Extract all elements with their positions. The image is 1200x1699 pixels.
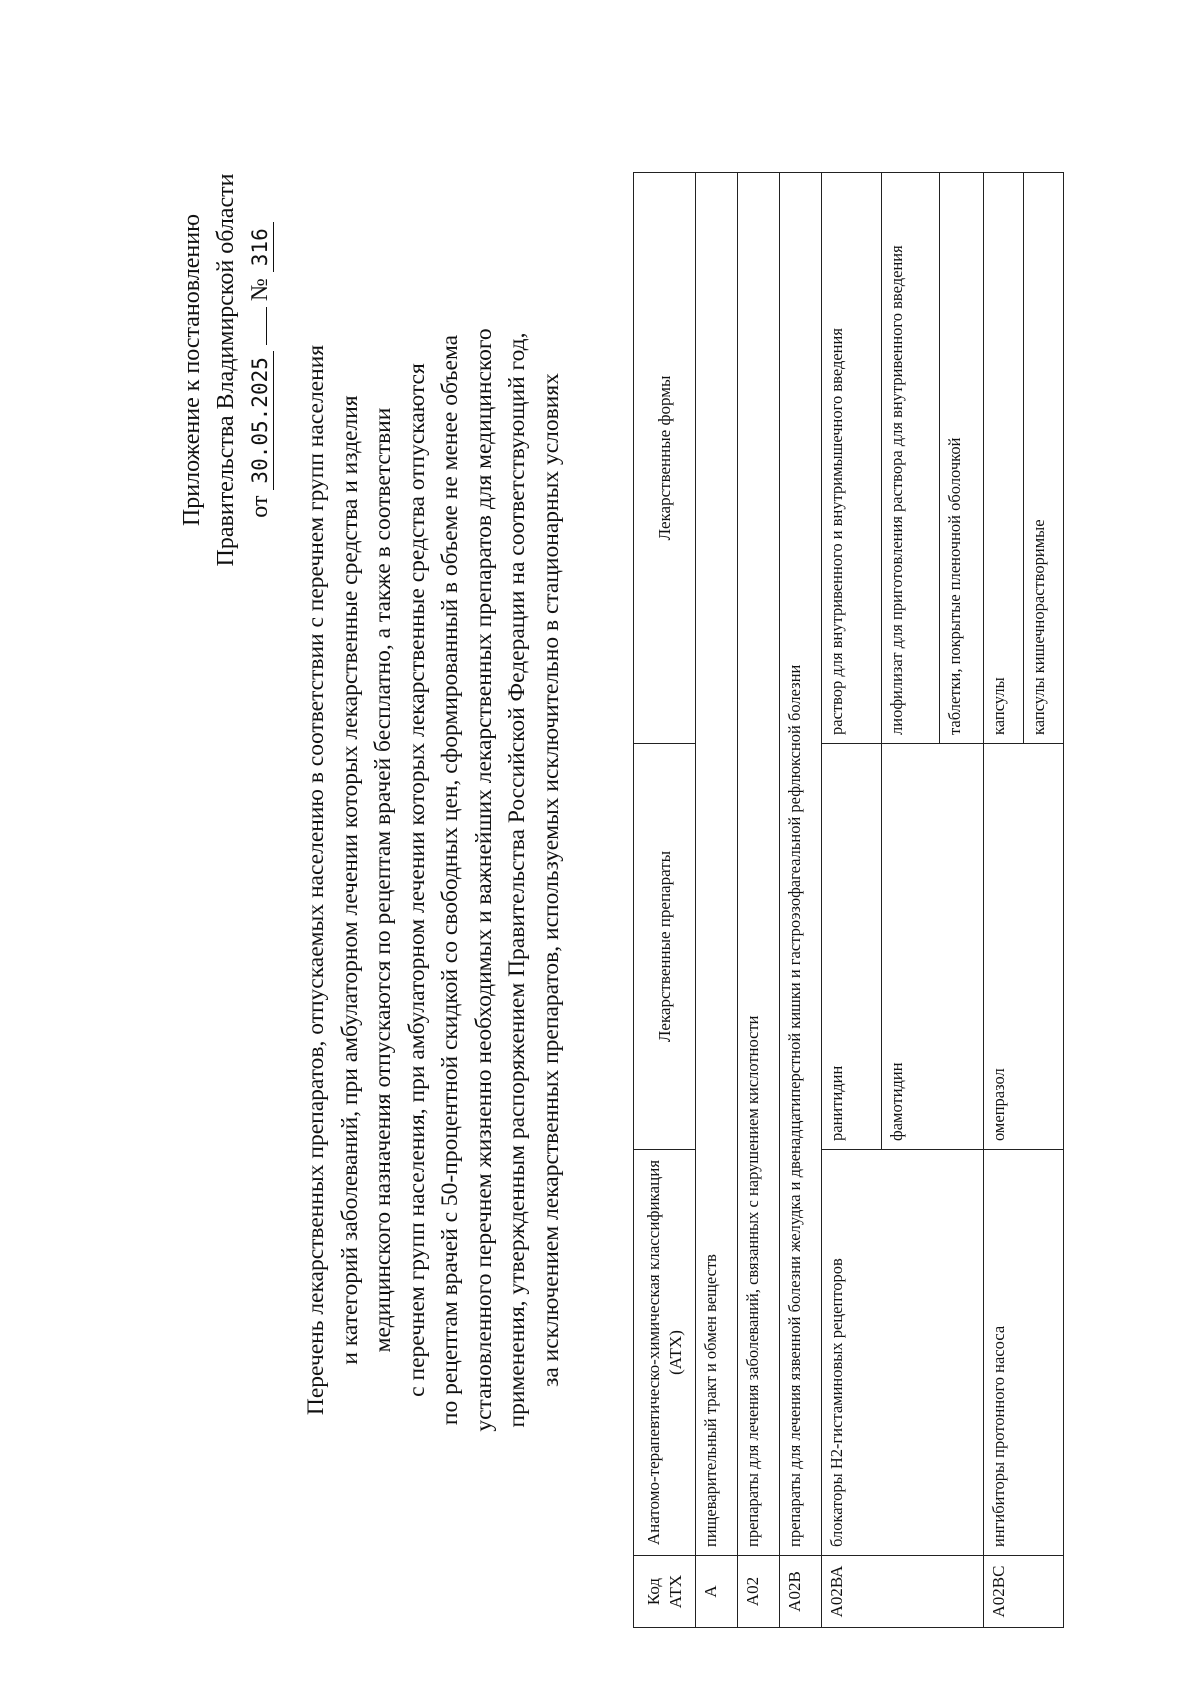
header-atx: Анатомо-терапевтическо-химическая классификация (АТХ) — [634, 1150, 696, 1556]
heading-line: за исключением лекарственных препаратов, используемых исключительно в стационарных условиях — [537, 373, 564, 1387]
row-atx: препараты для лечения язвенной болезни желудка и двенадцатиперстной кишки и гастроэзофагеальной рефлюксной болезни — [780, 173, 822, 1556]
approval-line-2: Правительства Владимирской области — [213, 173, 239, 567]
row-code: А02ВС — [984, 1556, 1064, 1628]
row-atx: ингибиторы протонного насоса — [984, 1150, 1064, 1556]
approval-date-line — [243, 160, 277, 580]
heading-line: и категорий заболеваний, при амбулаторном лечении которых лекарственные средства и изделия — [336, 395, 363, 1365]
heading-line: Перечень лекарственных препаратов, отпускаемых населению в соответствии с перечнем групп населения — [303, 344, 329, 1416]
document-page — [140, 150, 1080, 1630]
row-form: лиофилизат для приготовления раствора для внутривенного введения — [882, 173, 940, 744]
table-header-row — [634, 173, 696, 1628]
row-code: А02ВА — [822, 1556, 984, 1628]
table-row — [822, 173, 882, 1628]
approval-block — [175, 160, 277, 580]
row-code: А02 — [738, 1556, 780, 1628]
row-code: А02В — [780, 1556, 822, 1628]
header-drugs: Лекарственные препараты — [634, 744, 696, 1150]
heading-line: с перечнем групп населения, при амбулаторном лечении которых лекарственные средства отпускаются — [403, 363, 430, 1397]
document-heading — [300, 210, 568, 1550]
approval-number-prefix: № — [247, 278, 273, 302]
row-form: капсулы кишечнорастворимые — [1024, 173, 1064, 744]
heading-line: установленного перечнем жизненно необходимых и важнейших лекарственных препаратов для медицинского — [470, 328, 497, 1432]
row-form: таблетки, покрытые пленочной оболочкой — [940, 173, 984, 744]
header-code: Код АТХ — [634, 1556, 696, 1628]
row-code: А — [696, 1556, 738, 1628]
table-row — [984, 173, 1024, 1628]
approval-from-prefix: от — [247, 495, 273, 518]
row-drug: фамотидин — [882, 744, 984, 1150]
approval-blank — [266, 307, 267, 345]
table-row — [696, 173, 738, 1628]
table-row — [780, 173, 822, 1628]
row-atx: пищеварительный тракт и обмен веществ — [696, 173, 738, 1556]
header-forms: Лекарственные формы — [634, 173, 696, 744]
approval-number: 316 — [247, 222, 274, 272]
row-drug: ранитидин — [822, 744, 882, 1150]
table-row — [738, 173, 780, 1628]
atx-table — [633, 172, 1064, 1628]
row-form: капсулы — [984, 173, 1024, 744]
heading-line: применения, утвержденным распоряжением Правительства Российской Федерации на соответствующий год, — [504, 332, 530, 1428]
row-atx: блокаторы Н2-гистаминовых рецепторов — [822, 1150, 984, 1556]
heading-line: по рецептам врачей с 50-процентной скидкой со свободных цен, сформированный в объеме не менее объема — [437, 334, 463, 1426]
row-form: раствор для внутривенного и внутримышечного введения — [822, 173, 882, 744]
approval-line-1: Приложение к постановлению — [179, 213, 205, 527]
heading-line: медицинского назначения отпускаются по рецептам врачей бесплатно, а также в соответствии — [370, 407, 396, 1353]
row-atx: препараты для лечения заболеваний, связанных с нарушением кислотности — [738, 173, 780, 1556]
approval-date: 30.05.2025 — [247, 351, 274, 489]
row-drug: омепразол — [984, 744, 1064, 1150]
